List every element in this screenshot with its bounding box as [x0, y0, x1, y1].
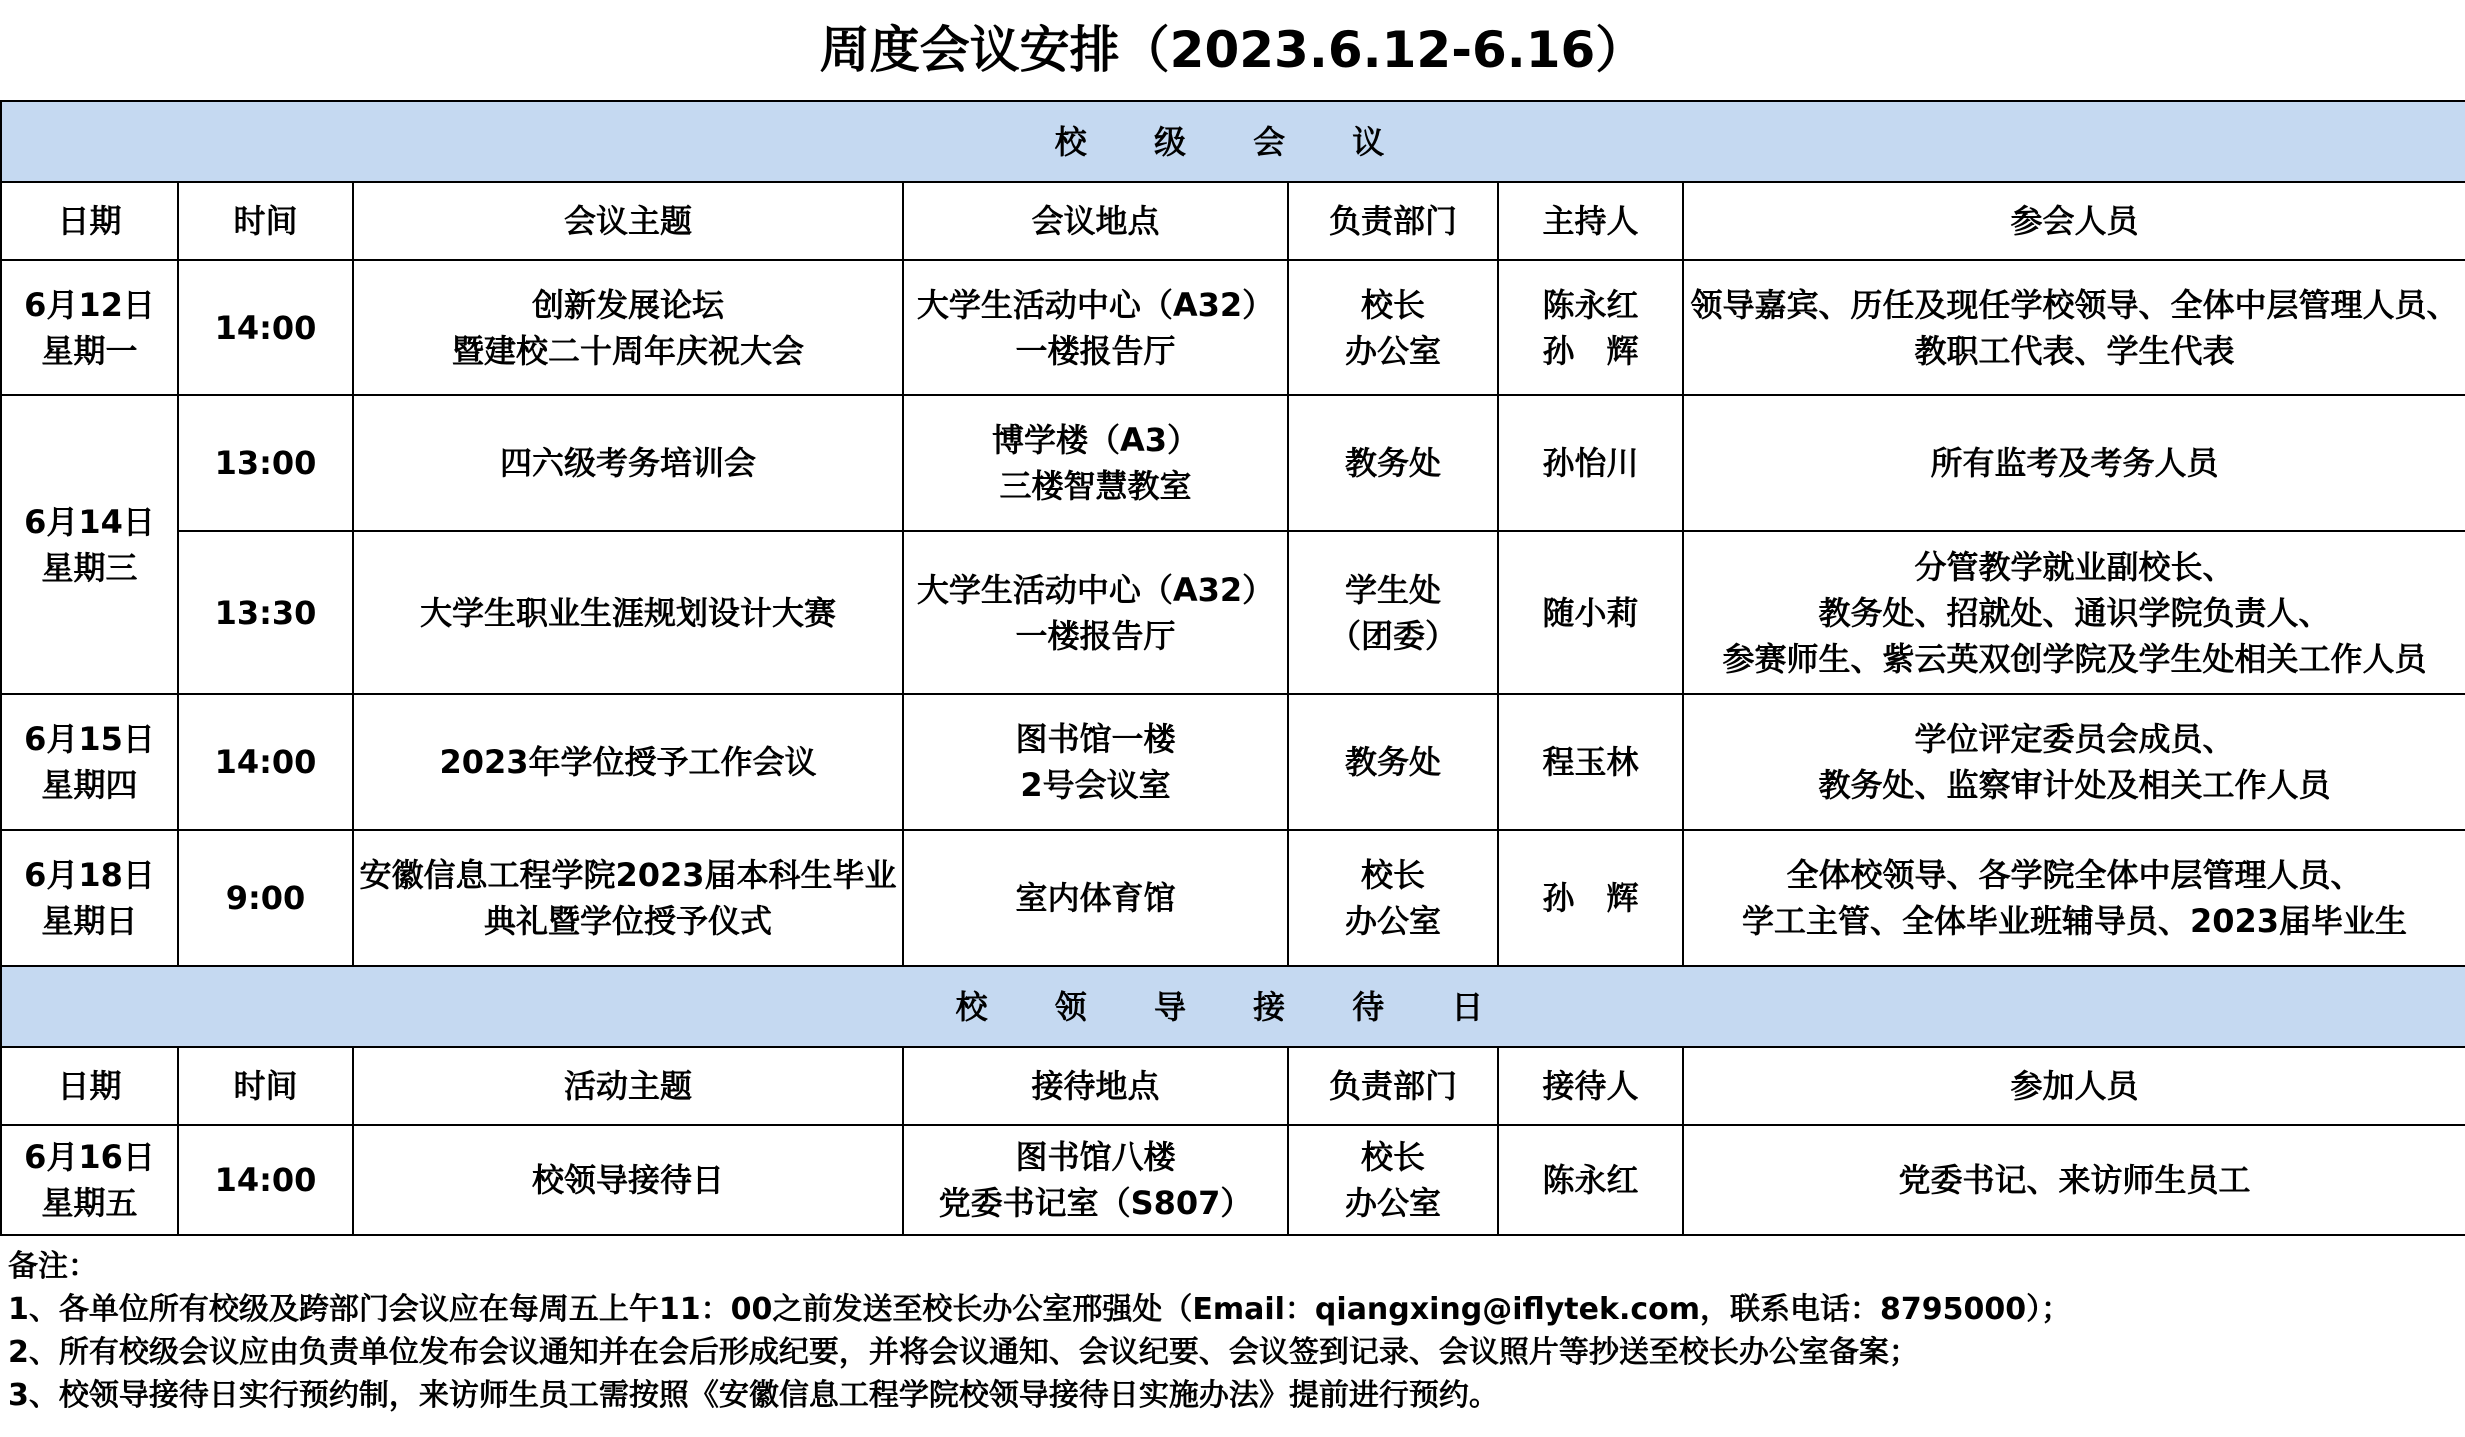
- cell-host: 陈永红: [1498, 1125, 1683, 1235]
- cell-topic: 大学生职业生涯规划设计大赛: [353, 531, 903, 694]
- cell-location: 图书馆一楼 2号会议室: [903, 694, 1288, 830]
- cell-time: 13:30: [178, 531, 353, 694]
- cell-topic: 创新发展论坛 暨建校二十周年庆祝大会: [353, 260, 903, 395]
- cell-date: 6月15日 星期四: [1, 694, 178, 830]
- table-row: [1, 395, 2465, 531]
- cell-attendees: 分管教学就业副校长、 教务处、招就处、通识学院负责人、 参赛师生、紫云英双创学院及学生处相关工作人员: [1683, 531, 2465, 694]
- cell-time: 14:00: [178, 1125, 353, 1235]
- cell-host: 程玉林: [1498, 694, 1683, 830]
- table-row: [1, 531, 2465, 694]
- cell-date: 6月18日 星期日: [1, 830, 178, 966]
- notes-section: [8, 1245, 2448, 1417]
- header-topic: 会议主题: [353, 182, 903, 260]
- cell-time: 14:00: [178, 260, 353, 395]
- note-item: 1、各单位所有校级及跨部门会议应在每周五上午11：00之前发送至校长办公室邢强处（Email：qiangxing@iflytek.com，联系电话：8795000）；: [8, 1292, 2072, 1327]
- table-row: [1, 260, 2465, 395]
- header-attendees: 参加人员: [1683, 1047, 2465, 1125]
- section-header-reception: [1, 966, 2465, 1047]
- cell-department: 学生处 （团委）: [1288, 531, 1498, 694]
- cell-time: 13:00: [178, 395, 353, 531]
- cell-host: 随小莉: [1498, 531, 1683, 694]
- header-row-school-meetings: [1, 182, 2465, 260]
- cell-topic: 校领导接待日: [353, 1125, 903, 1235]
- header-time: 时间: [178, 182, 353, 260]
- cell-department: 教务处: [1288, 395, 1498, 531]
- header-department: 负责部门: [1288, 182, 1498, 260]
- cell-location: 大学生活动中心（A32） 一楼报告厅: [903, 531, 1288, 694]
- header-time: 时间: [178, 1047, 353, 1125]
- cell-date: 6月14日 星期三: [1, 395, 178, 694]
- cell-department: 教务处: [1288, 694, 1498, 830]
- header-date: 日期: [1, 1047, 178, 1125]
- cell-time: 9:00: [178, 830, 353, 966]
- cell-time: 14:00: [178, 694, 353, 830]
- cell-attendees: 党委书记、来访师生员工: [1683, 1125, 2465, 1235]
- table-row: [1, 830, 2465, 966]
- cell-host: 孙怡川: [1498, 395, 1683, 531]
- header-host: 主持人: [1498, 182, 1683, 260]
- meeting-schedule-table: [0, 100, 2465, 1236]
- cell-attendees: 所有监考及考务人员: [1683, 395, 2465, 531]
- cell-attendees: 全体校领导、各学院全体中层管理人员、 学工主管、全体毕业班辅导员、2023届毕业生: [1683, 830, 2465, 966]
- cell-topic: 2023年学位授予工作会议: [353, 694, 903, 830]
- cell-location: 大学生活动中心（A32） 一楼报告厅: [903, 260, 1288, 395]
- notes-label: 备注：: [8, 1249, 98, 1284]
- table-row: [1, 694, 2465, 830]
- section-header-school-meetings: [1, 101, 2465, 182]
- header-date: 日期: [1, 182, 178, 260]
- note-item: 3、校领导接待日实行预约制，来访师生员工需按照《安徽信息工程学院校领导接待日实施办法》提前进行预约。: [8, 1378, 1499, 1413]
- cell-department: 校长 办公室: [1288, 830, 1498, 966]
- header-location: 会议地点: [903, 182, 1288, 260]
- cell-department: 校长 办公室: [1288, 260, 1498, 395]
- cell-host: 孙 辉: [1498, 830, 1683, 966]
- cell-date: 6月12日 星期一: [1, 260, 178, 395]
- header-row-reception: [1, 1047, 2465, 1125]
- cell-location: 室内体育馆: [903, 830, 1288, 966]
- cell-topic: 四六级考务培训会: [353, 395, 903, 531]
- cell-attendees: 学位评定委员会成员、 教务处、监察审计处及相关工作人员: [1683, 694, 2465, 830]
- table-row: [1, 1125, 2465, 1235]
- header-host: 接待人: [1498, 1047, 1683, 1125]
- note-item: 2、所有校级会议应由负责单位发布会议通知并在会后形成纪要，并将会议通知、会议纪要、会议签到记录、会议照片等抄送至校长办公室备案；: [8, 1335, 1919, 1370]
- header-attendees: 参会人员: [1683, 182, 2465, 260]
- header-location: 接待地点: [903, 1047, 1288, 1125]
- page-title: 周度会议安排（2023.6.12-6.16）: [819, 21, 1646, 79]
- section-title-reception: 校 领 导 接 待 日: [1, 966, 2465, 1047]
- cell-host: 陈永红 孙 辉: [1498, 260, 1683, 395]
- cell-location: 图书馆八楼 党委书记室（S807）: [903, 1125, 1288, 1235]
- cell-attendees: 领导嘉宾、历任及现任学校领导、全体中层管理人员、 教职工代表、学生代表: [1683, 260, 2465, 395]
- cell-department: 校长 办公室: [1288, 1125, 1498, 1235]
- cell-location: 博学楼（A3） 三楼智慧教室: [903, 395, 1288, 531]
- section-title-school-meetings: 校 级 会 议: [1, 101, 2465, 182]
- cell-date: 6月16日 星期五: [1, 1125, 178, 1235]
- cell-topic: 安徽信息工程学院2023届本科生毕业 典礼暨学位授予仪式: [353, 830, 903, 966]
- header-department: 负责部门: [1288, 1047, 1498, 1125]
- header-topic: 活动主题: [353, 1047, 903, 1125]
